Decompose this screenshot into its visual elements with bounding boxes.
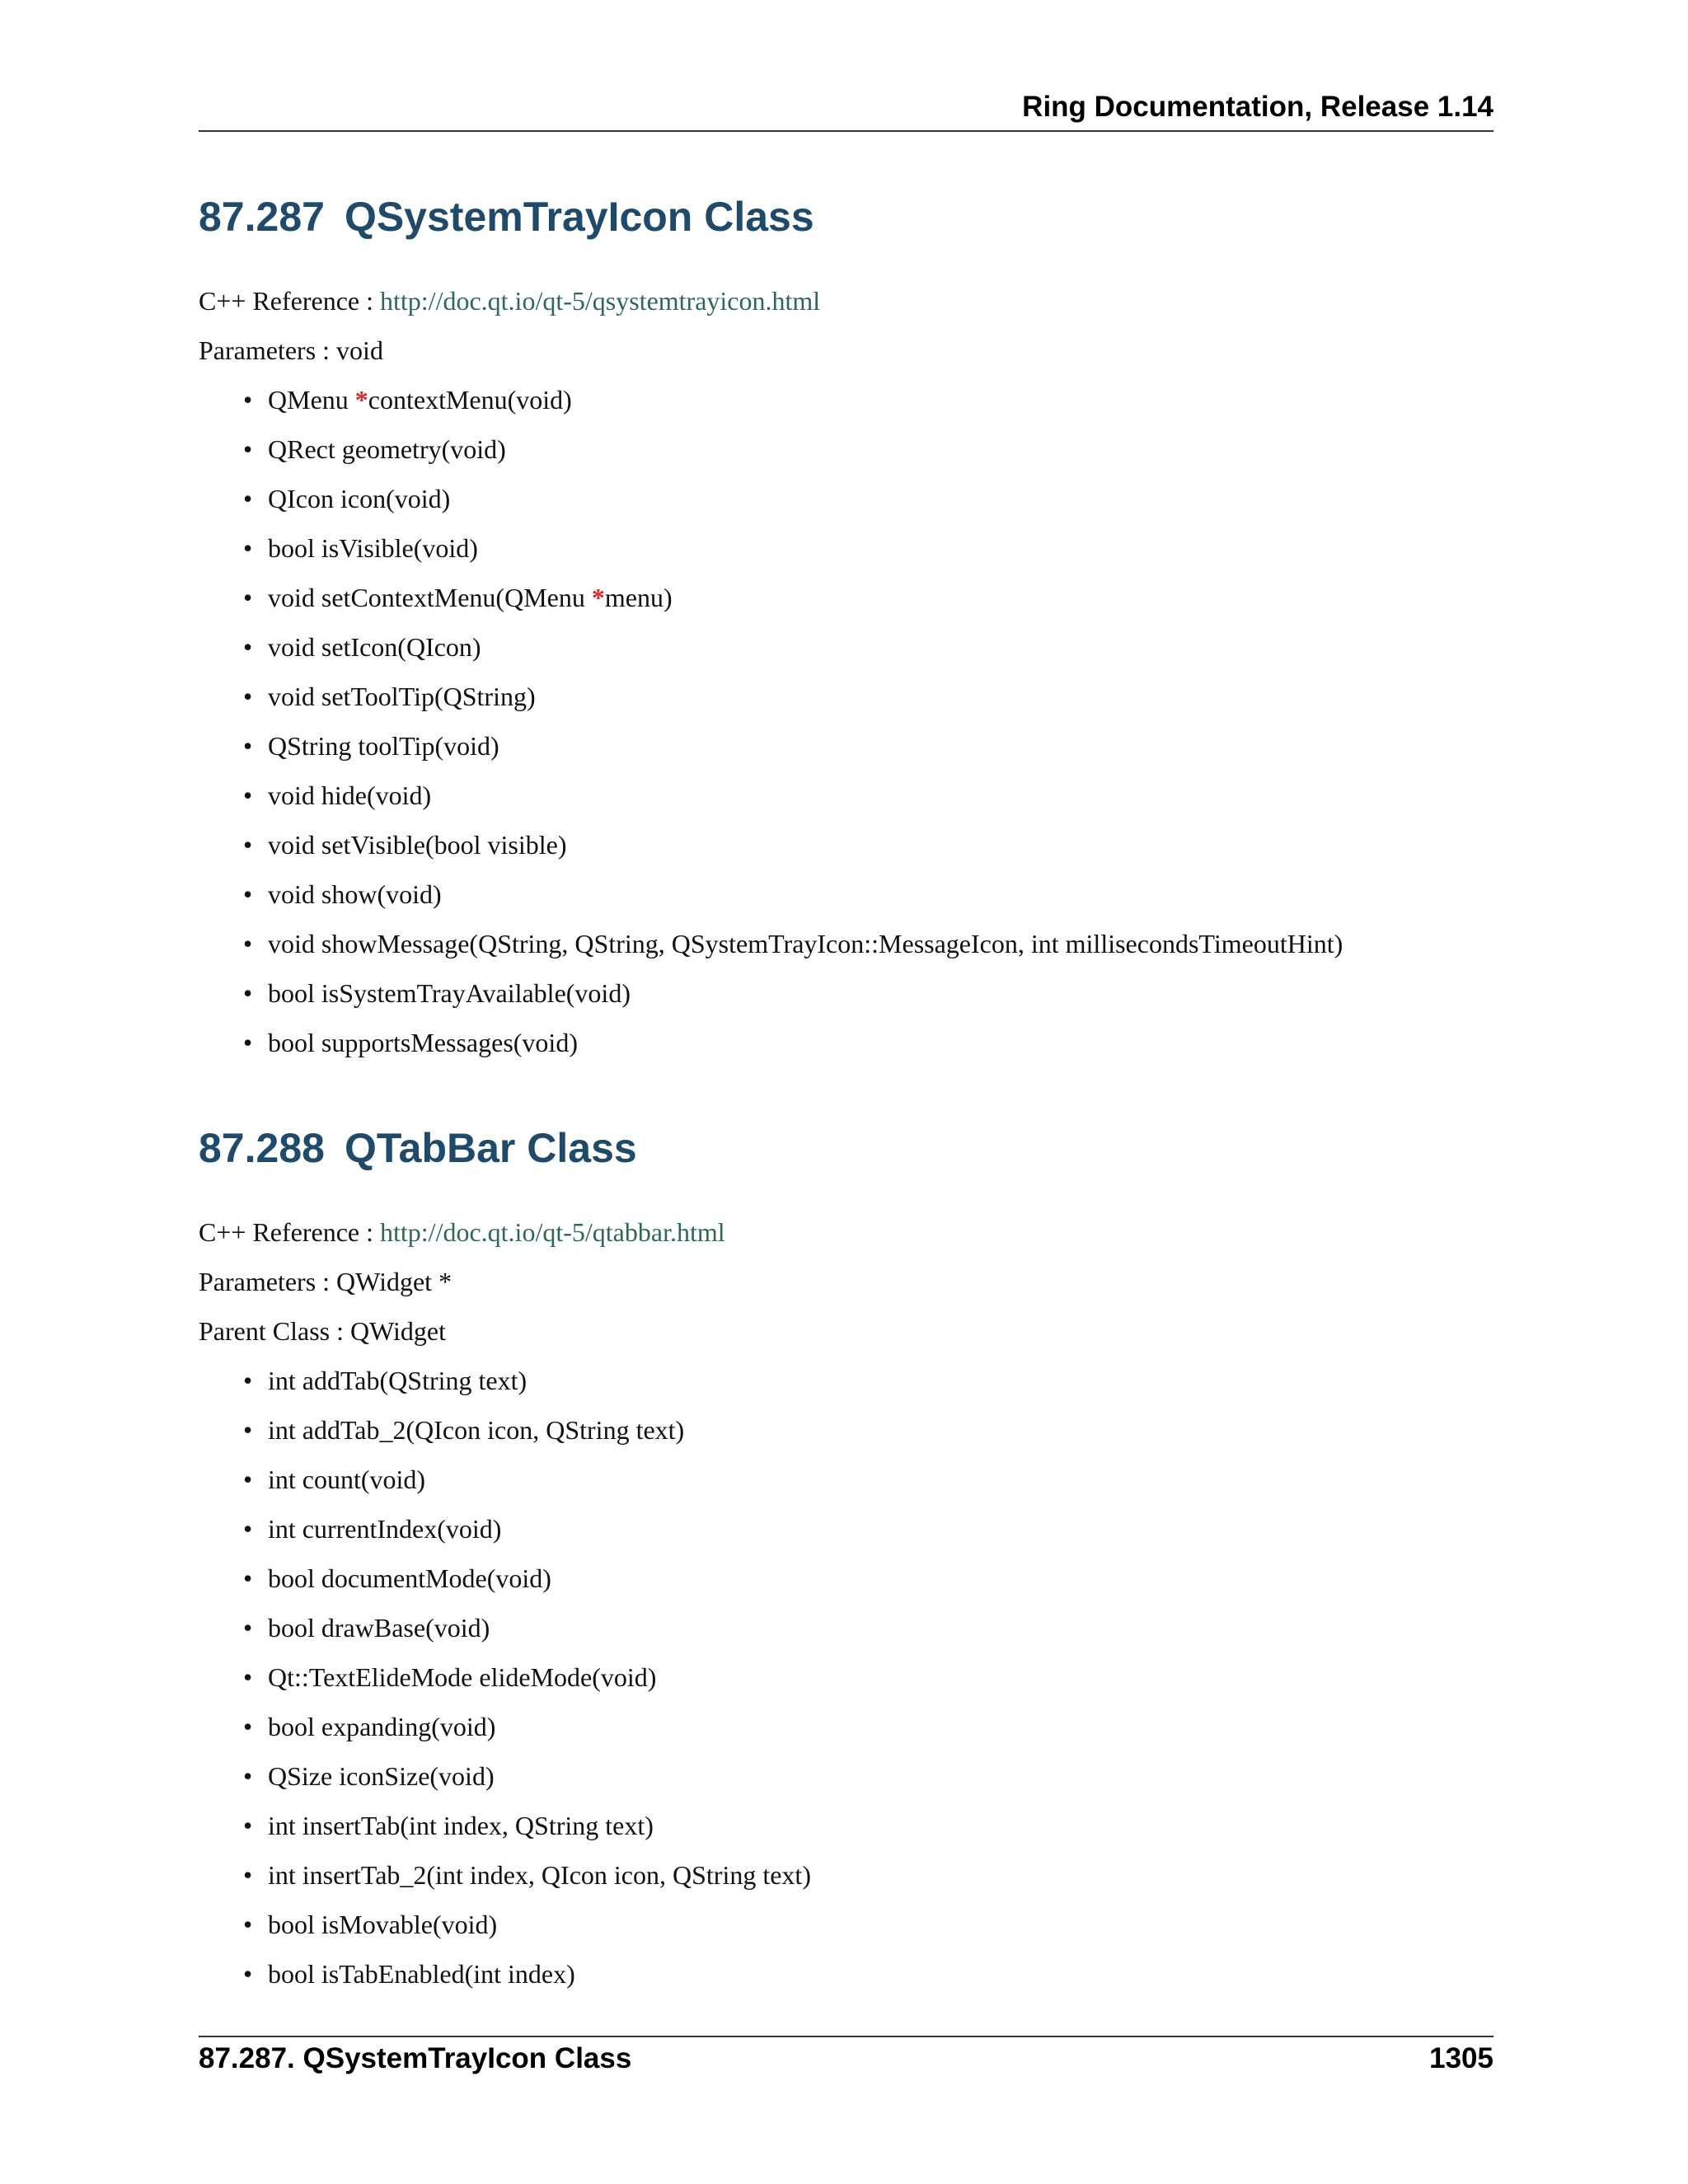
method-item [243, 1603, 811, 1652]
bullet-icon: • [243, 1910, 253, 1939]
bullet-icon: • [243, 682, 253, 711]
section-heading: QSystemTrayIcon Class [344, 194, 814, 240]
method-signature: QMenu [268, 385, 355, 415]
bullet-icon: • [243, 1761, 253, 1791]
method-item [243, 919, 1343, 968]
method-signature: menu) [604, 583, 673, 612]
section-heading: QTabBar Class [344, 1125, 637, 1171]
bullet-icon: • [243, 1415, 253, 1445]
method-item [243, 1455, 811, 1504]
method-item [243, 474, 1343, 523]
method-signature: bool drawBase(void) [268, 1613, 490, 1643]
bullet-icon: • [243, 1465, 253, 1494]
method-signature: bool documentMode(void) [268, 1563, 551, 1593]
bullet-icon: • [243, 1563, 253, 1593]
method-item [243, 424, 1343, 474]
method-item [243, 1018, 1343, 1067]
method-item [243, 375, 1343, 424]
method-signature: contextMenu(void) [368, 385, 572, 415]
cpp-reference-label: C++ Reference : [199, 1217, 380, 1247]
method-item [243, 1504, 811, 1554]
method-signature: bool isTabEnabled(int index) [268, 1959, 575, 1989]
method-signature: int insertTab_2(int index, QIcon icon, QString text) [268, 1860, 811, 1890]
bullet-icon: • [243, 1959, 253, 1989]
method-item [243, 523, 1343, 573]
method-item [243, 869, 1343, 919]
running-header: Ring Documentation, Release 1.14 [1022, 91, 1493, 123]
bullet-icon: • [243, 385, 253, 415]
bullet-icon: • [243, 780, 253, 810]
method-item [243, 771, 1343, 820]
bullet-icon: • [243, 1514, 253, 1544]
method-item [243, 1356, 811, 1405]
method-item [243, 622, 1343, 672]
section-title [199, 1123, 637, 1173]
cpp-reference-label: C++ Reference : [199, 286, 380, 316]
bullet-icon: • [243, 1811, 253, 1840]
bullet-icon: • [243, 632, 253, 662]
cpp-reference [199, 276, 820, 326]
method-list [243, 1356, 811, 1999]
method-item [243, 1850, 811, 1900]
method-item [243, 721, 1343, 771]
method-item [243, 1949, 811, 1999]
method-signature: Qt::TextElideMode elideMode(void) [268, 1662, 657, 1692]
method-signature: void setToolTip(QString) [268, 682, 536, 711]
method-signature: int count(void) [268, 1465, 426, 1494]
method-signature: int insertTab(int index, QString text) [268, 1811, 654, 1840]
bullet-icon: • [243, 879, 253, 909]
method-signature: QSize iconSize(void) [268, 1761, 495, 1791]
header-rule [199, 130, 1493, 132]
method-signature: QString toolTip(void) [268, 731, 499, 761]
method-signature: void setVisible(bool visible) [268, 830, 567, 860]
bullet-icon: • [243, 1662, 253, 1692]
cpp-reference-link[interactable]: http://doc.qt.io/qt-5/qsystemtrayicon.html [380, 286, 821, 316]
page-number: 1305 [1429, 2042, 1493, 2074]
method-item [243, 968, 1343, 1018]
bullet-icon: • [243, 1366, 253, 1395]
bullet-icon: • [243, 434, 253, 464]
cpp-reference [199, 1207, 725, 1257]
method-signature: void setIcon(QIcon) [268, 632, 481, 662]
method-signature: bool expanding(void) [268, 1712, 496, 1741]
bullet-icon: • [243, 1712, 253, 1741]
bullet-icon: • [243, 484, 253, 513]
method-signature: int currentIndex(void) [268, 1514, 502, 1544]
method-list [243, 375, 1343, 1067]
method-item [243, 1652, 811, 1702]
method-signature: int addTab(QString text) [268, 1366, 528, 1395]
parameters: Parameters : QWidget * [199, 1267, 452, 1296]
footer-section: 87.287. QSystemTrayIcon Class [199, 2042, 632, 2074]
method-item [243, 1405, 811, 1455]
pointer-star: * [591, 583, 605, 612]
bullet-icon: • [243, 1613, 253, 1643]
method-signature: QRect geometry(void) [268, 434, 506, 464]
bullet-icon: • [243, 533, 253, 563]
method-signature: void show(void) [268, 879, 442, 909]
bullet-icon: • [243, 830, 253, 860]
method-item [243, 1801, 811, 1850]
parent-class: Parent Class : QWidget [199, 1316, 446, 1346]
section-number: 87.287 [199, 194, 325, 240]
method-item [243, 1554, 811, 1603]
page-footer [199, 2034, 1493, 2083]
method-item [243, 820, 1343, 869]
pointer-star: * [354, 385, 368, 415]
bullet-icon: • [243, 929, 253, 958]
method-item [243, 1900, 811, 1949]
method-signature: int addTab_2(QIcon icon, QString text) [268, 1415, 685, 1445]
method-signature: void setContextMenu(QMenu [268, 583, 592, 612]
method-signature: QIcon icon(void) [268, 484, 451, 513]
method-item [243, 1751, 811, 1801]
section-number: 87.288 [199, 1125, 325, 1171]
bullet-icon: • [243, 1860, 253, 1890]
bullet-icon: • [243, 731, 253, 761]
method-signature: bool isMovable(void) [268, 1910, 498, 1939]
method-signature: bool isSystemTrayAvailable(void) [268, 978, 631, 1008]
cpp-reference-link[interactable]: http://doc.qt.io/qt-5/qtabbar.html [380, 1217, 725, 1247]
section-title [199, 192, 814, 241]
bullet-icon: • [243, 978, 253, 1008]
bullet-icon: • [243, 1028, 253, 1057]
bullet-icon: • [243, 583, 253, 612]
method-item [243, 672, 1343, 721]
parameters: Parameters : void [199, 335, 383, 365]
method-signature: bool isVisible(void) [268, 533, 478, 563]
method-item [243, 573, 1343, 622]
method-signature: bool supportsMessages(void) [268, 1028, 578, 1057]
method-item [243, 1702, 811, 1751]
method-signature: void hide(void) [268, 780, 432, 810]
method-signature: void showMessage(QString, QString, QSystemTrayIcon::MessageIcon, int millisecondsTimeoutHint) [268, 929, 1343, 958]
